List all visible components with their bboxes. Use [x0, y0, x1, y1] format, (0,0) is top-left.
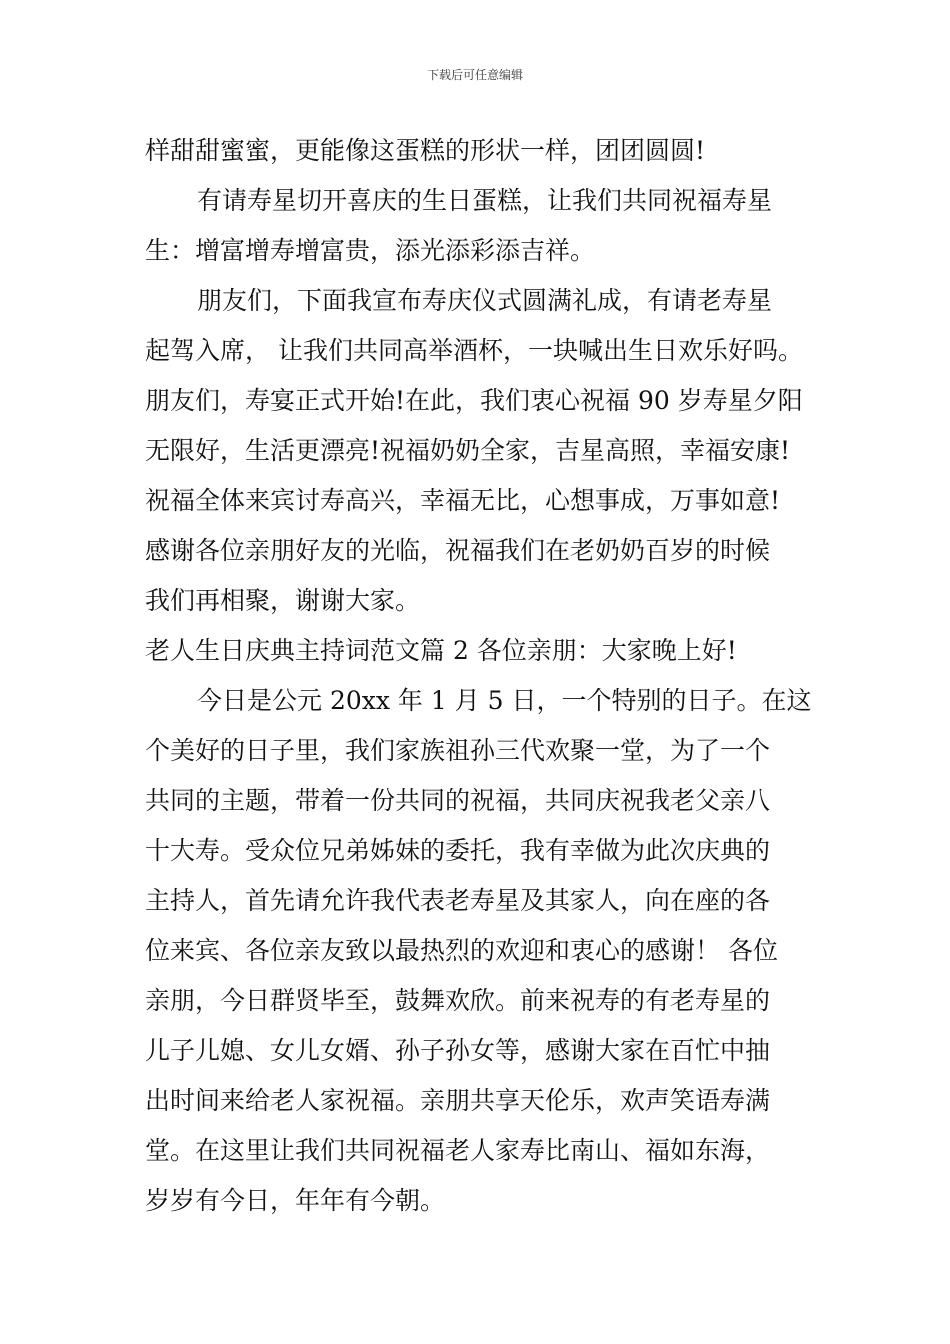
text-line: 今日是公元 20xx 年 1 月 5 日，一个特别的日子。在这 [197, 686, 812, 715]
text-line: 位来宾、各位亲友致以最热烈的欢迎和衷心的感谢！ 各位 [145, 936, 778, 965]
text-line: 主持人，首先请允许我代表老寿星及其家人，向在座的各 [145, 886, 771, 915]
text-line: 岁岁有今日，年年有今朝。 [145, 1186, 446, 1215]
text-line: 朋友们，下面我宣布寿庆仪式圆满礼成，有请老寿星 [197, 286, 773, 315]
text-line: 堂。在这里让我们共同祝福老人家寿比南山、福如东海， [145, 1136, 771, 1165]
text-line: 生：增富增寿增富贵，添光添彩添吉祥。 [145, 236, 596, 265]
text-line: 儿子儿媳、女儿女婿、孙子孙女等，感谢大家在百忙中抽 [145, 1036, 771, 1065]
text-line: 祝福全体来宾讨寿高兴，幸福无比，心想事成，万事如意! [145, 486, 781, 515]
text-line: 样甜甜蜜蜜，更能像这蛋糕的形状一样，团团圆圆! [145, 136, 706, 165]
section-heading-line: 老人生日庆典主持词范文篇 2 各位亲朋：大家晚上好! [145, 636, 737, 665]
text-line: 个美好的日子里，我们家族祖孙三代欢聚一堂，为了一个 [145, 736, 771, 765]
text-line: 感谢各位亲朋好友的光临，祝福我们在老奶奶百岁的时候 [145, 536, 771, 565]
document-body [145, 126, 815, 1226]
text-line: 起驾入席， 让我们共同高举酒杯，一块喊出生日欢乐好吗。 [145, 336, 803, 365]
text-line: 我们再相聚，谢谢大家。 [145, 586, 421, 615]
text-line: 出时间来给老人家祝福。亲朋共享天伦乐，欢声笑语寿满 [145, 1086, 771, 1115]
page-header: 下载后可任意编辑 [426, 68, 523, 82]
text-line: 无限好，生活更漂亮!祝福奶奶全家，吉星高照，幸福安康! [145, 436, 791, 465]
text-line: 亲朋，今日群贤毕至，鼓舞欢欣。前来祝寿的有老寿星的 [145, 986, 771, 1015]
text-line: 共同的主题，带着一份共同的祝福，共同庆祝我老父亲八 [145, 786, 771, 815]
text-line: 十大寿。受众位兄弟姊妹的委托，我有幸做为此次庆典的 [145, 836, 771, 865]
text-line: 有请寿星切开喜庆的生日蛋糕，让我们共同祝福寿星 [197, 186, 773, 215]
text-line: 朋友们，寿宴正式开始!在此，我们衷心祝福 90 岁寿星夕阳 [145, 386, 803, 415]
